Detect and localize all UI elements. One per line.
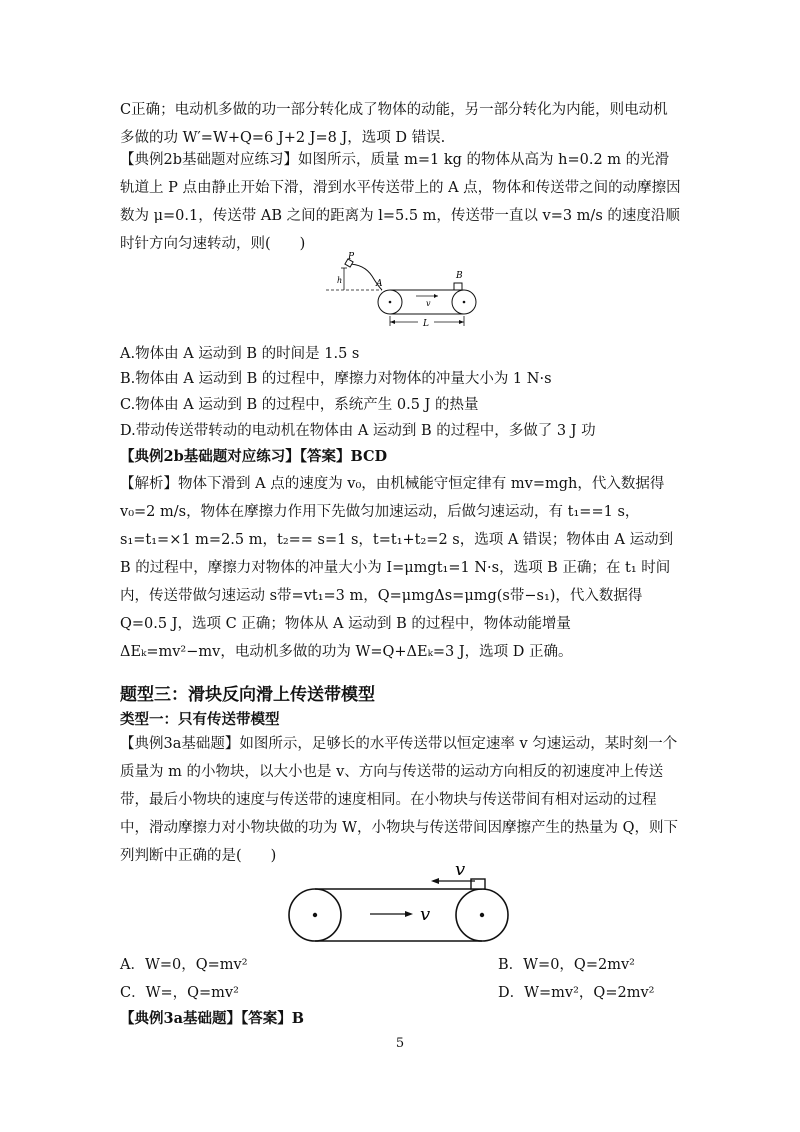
option-2a: A．W=0，Q=mv² xyxy=(120,957,248,973)
fig1-label-v: v xyxy=(426,299,431,308)
subsection-heading: 类型一：只有传送带模型 xyxy=(120,712,280,728)
fig2-label-v-belt: v xyxy=(420,904,431,925)
analysis-2b: 【解析】物体下滑到 A 点的速度为 v₀，由机械能守恒定律有 mv=mgh，代入数据得 v₀=2 m/s，物体在摩擦力作用下先做匀加速运动，后做匀速运动，有 t₁==1 s，s₁=t₁=×1 m=2.5 m，t₂== s=1 s，t=t₁+t₂=2 s，选项 A 错误；物体由 A 运动到 B 的过程中，摩擦力对物体的冲量大小为 I=μmgt₁=1 N·s，选项 B 正确；在 t₁ 时间内，传送带做匀速运动 s带=vt₁=3 m，Q=μmgΔs=μmg(s带−s₁)，代入数据得 Q=0.5 J，选项 C 正确；物体从 A 运动到 B 的过程中，物体动能增量 ΔEₖ=mv²−mv，电动机多做的功为 W=Q+ΔEₖ=3 J，选项 D 正确。 xyxy=(120,476,674,660)
section-heading: 题型三：滑块反向滑上传送带模型 xyxy=(120,685,375,705)
fig1-label-L: L xyxy=(423,319,429,329)
option-2b: B．W=0，Q=2mv² xyxy=(498,957,635,973)
option-1c: C.物体由 A 运动到 B 的过程中，系统产生 0.5 J 的热量 xyxy=(120,397,479,413)
figure-conveyor-block xyxy=(285,855,525,950)
fig1-label-P: P xyxy=(348,252,355,262)
option-1a: A.物体由 A 运动到 B 的时间是 1.5 s xyxy=(120,346,360,362)
option-1d: D.带动传送带转动的电动机在物体由 A 运动到 B 的过程中，多做了 3 J 功 xyxy=(120,423,596,439)
answer-2b: 【典例2b基础题对应练习】【答案】BCD xyxy=(120,448,388,465)
problem-2b-statement: 【典例2b基础题对应练习】如图所示，质量 m=1 kg 的物体从高为 h=0.2 m 的光滑轨道上 P 点由静止开始下滑，滑到水平传送带上的 A 点，物体和传送带之间的动摩擦因数为 μ=0.1，传送带 AB 之间的距离为 l=5.5 m，传送带一直以 v=3 m/s 的速度沿顺时针方向匀速转动，则( ) xyxy=(120,152,681,252)
option-2d: D．W=mv²，Q=2mv² xyxy=(498,985,655,1001)
answer-3a: 【典例3a基础题】【答案】B xyxy=(120,1010,304,1027)
fig1-label-A: A xyxy=(376,279,383,289)
page-number: 5 xyxy=(395,1036,405,1051)
problem-3a-statement: 【典例3a基础题】如图所示，足够长的水平传送带以恒定速率 v 匀速运动，某时刻一个质量为 m 的小物块，以大小也是 v、方向与传送带的运动方向相反的初速度冲上传送带，最后小物块的速度与传送带的速度相同。在小物块与传送带间有相对运动的过程中，滑动摩擦力对小物块做的功为 W，小物块与传送带间因摩擦产生的热量为 Q，则下列判断中正确的是( ) xyxy=(120,736,679,864)
option-1b: B.物体由 A 运动到 B 的过程中，摩擦力对物体的冲量大小为 1 N·s xyxy=(120,371,552,387)
fig1-label-B: B xyxy=(456,271,463,281)
paragraph-continuation: C正确；电动机多做的功一部分转化成了物体的动能，另一部分转化为内能，则电动机多做的功 W′=W+Q=6 J+2 J=8 J，选项 D 错误. xyxy=(120,102,668,146)
fig2-label-v-top: v xyxy=(455,859,466,880)
figure-track-conveyor xyxy=(320,250,490,342)
option-2c: C．W=，Q=mv² xyxy=(120,985,239,1001)
fig1-label-h: h xyxy=(337,276,343,285)
